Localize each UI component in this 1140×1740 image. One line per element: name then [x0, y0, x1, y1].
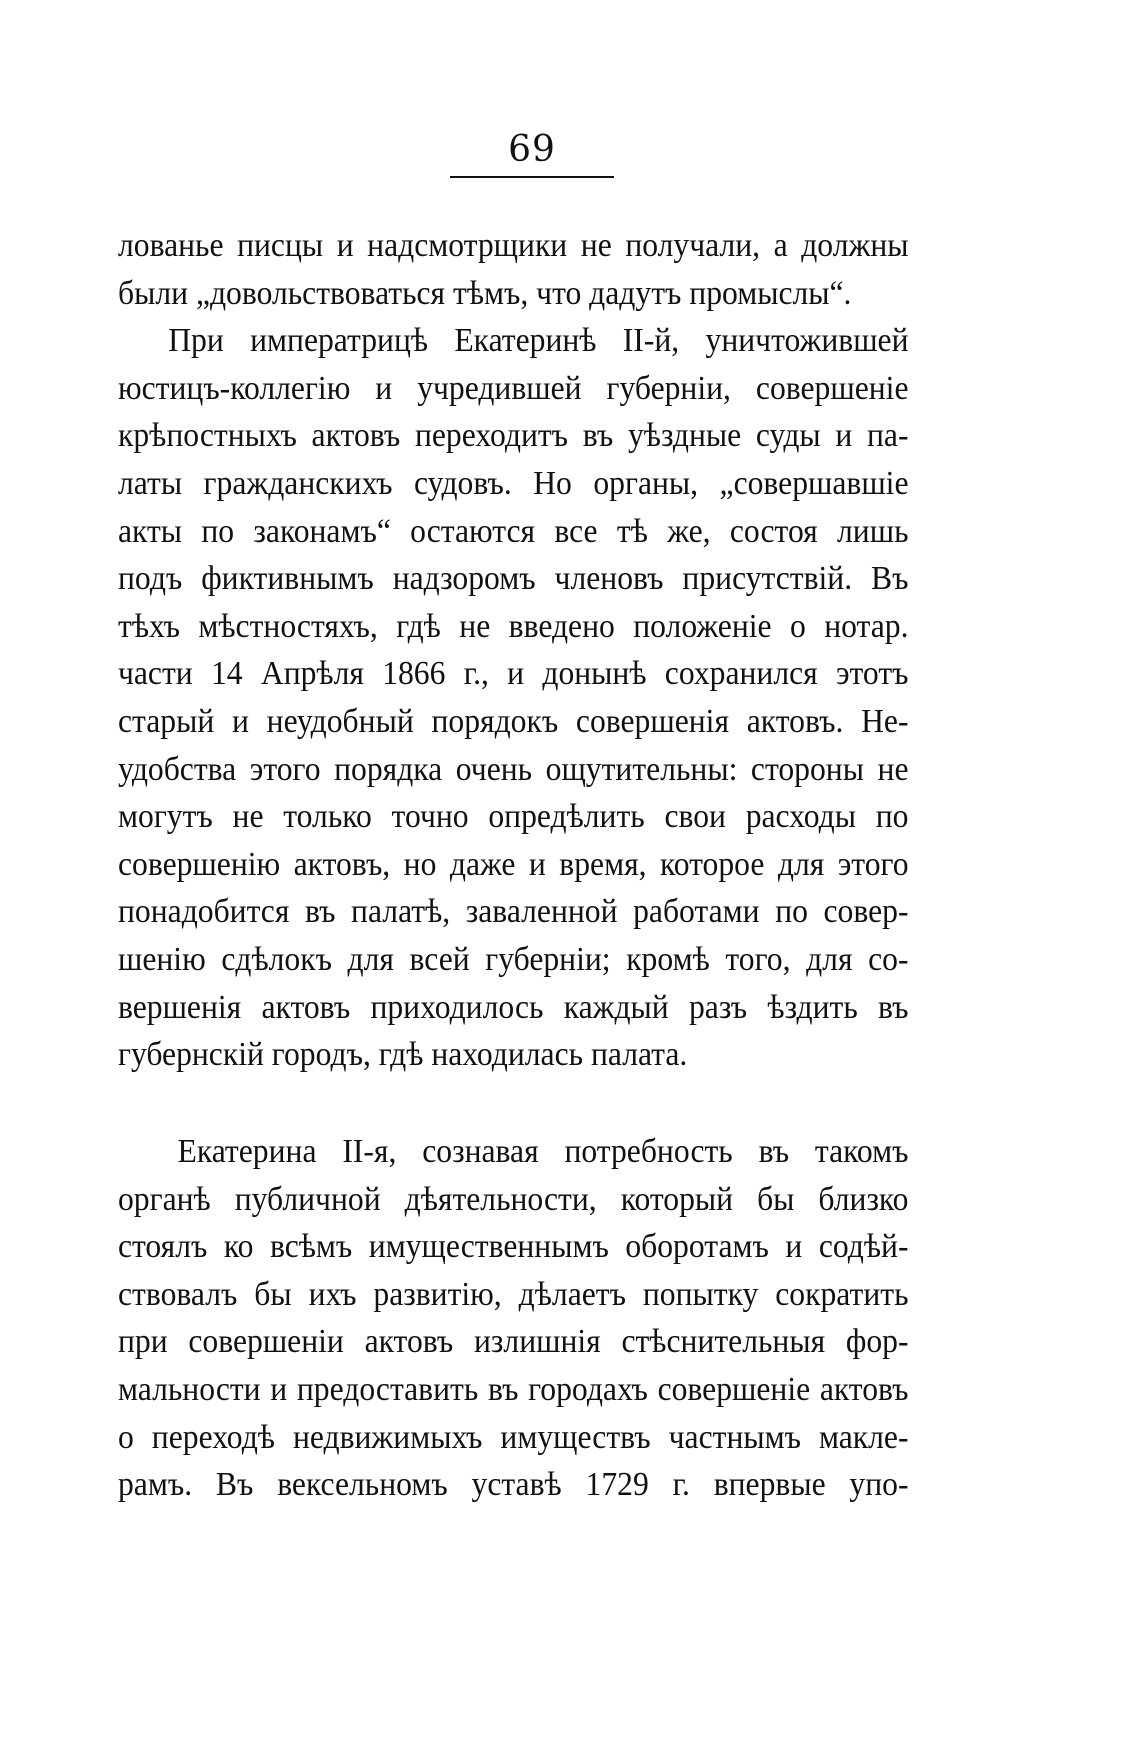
page-number-rule [450, 176, 614, 178]
paragraph-continuation [118, 222, 909, 317]
text-line: стоялъ ко всѣмъ имущественнымъ оборотамъ и содѣй- [118, 1228, 909, 1266]
text-line: о переходѣ недвижимыхъ имуществъ частнымъ макле- [118, 1418, 909, 1456]
text-line: совершенію актовъ, но даже и время, которое для этого [118, 845, 909, 883]
page-number: 69 [508, 129, 556, 170]
text-line: шенію сдѣлокъ для всей губерніи; кромѣ того, для со- [118, 940, 909, 978]
text-block-upper [118, 222, 909, 1079]
text-line: вершенія актовъ приходилось каждый разъ ѣздить въ [118, 988, 909, 1026]
text-line: тѣхъ мѣстностяхъ, гдѣ не введено положеніе о нотар. [118, 607, 909, 645]
text-line: органѣ публичной дѣятельности, который бы близко [118, 1180, 909, 1218]
text-line: Екатерина II-я, сознавая потребность въ такомъ [177, 1133, 909, 1170]
text-line: При императрицѣ Екатеринѣ II-й, уничтожившей [168, 322, 909, 360]
paragraph [118, 317, 909, 1079]
text-block-lower [118, 1128, 909, 1509]
text-line: подъ фиктивнымъ надзоромъ членовъ присутствій. Въ [118, 560, 909, 598]
text-line: акты по законамъ“ остаются все тѣ же, состоя лишь [118, 512, 909, 550]
text-line: понадобится въ палатѣ, заваленной работами по совер- [118, 893, 909, 931]
text-line: были „довольствоваться тѣмъ, что дадутъ промыслы“. [118, 274, 852, 312]
text-line: крѣпостныхъ актовъ переходитъ въ уѣздные суды и па- [118, 417, 909, 455]
text-line: удобства этого порядка очень ощутительны: стороны не [118, 750, 909, 788]
text-line: рамъ. Въ вексельномъ уставѣ 1729 г. впервые упо- [118, 1466, 909, 1504]
paragraph [118, 1128, 909, 1509]
text-line: лованье писцы и надсмотрщики не получали, а должны [118, 227, 909, 264]
text-line: мальности и предоставить въ городахъ совершеніе актовъ [118, 1370, 909, 1408]
text-line: при совершеніи актовъ излишнія стѣснительныя фор- [118, 1323, 909, 1361]
text-line: ствовалъ бы ихъ развитію, дѣлаетъ попытку сократить [118, 1275, 909, 1313]
text-line: губернскій городъ, гдѣ находилась палата. [118, 1036, 688, 1074]
text-line: юстицъ-коллегію и учредившей губерніи, совершеніе [118, 369, 909, 407]
text-line: латы гражданскихъ судовъ. Но органы, „совершавшіе [118, 464, 909, 502]
text-line: могутъ не только точно опредѣлить свои расходы по [118, 798, 909, 836]
text-line: части 14 Апрѣля 1866 г., и донынѣ сохранился этотъ [118, 655, 909, 693]
text-line: старый и неудобный порядокъ совершенія актовъ. Не- [118, 702, 909, 740]
